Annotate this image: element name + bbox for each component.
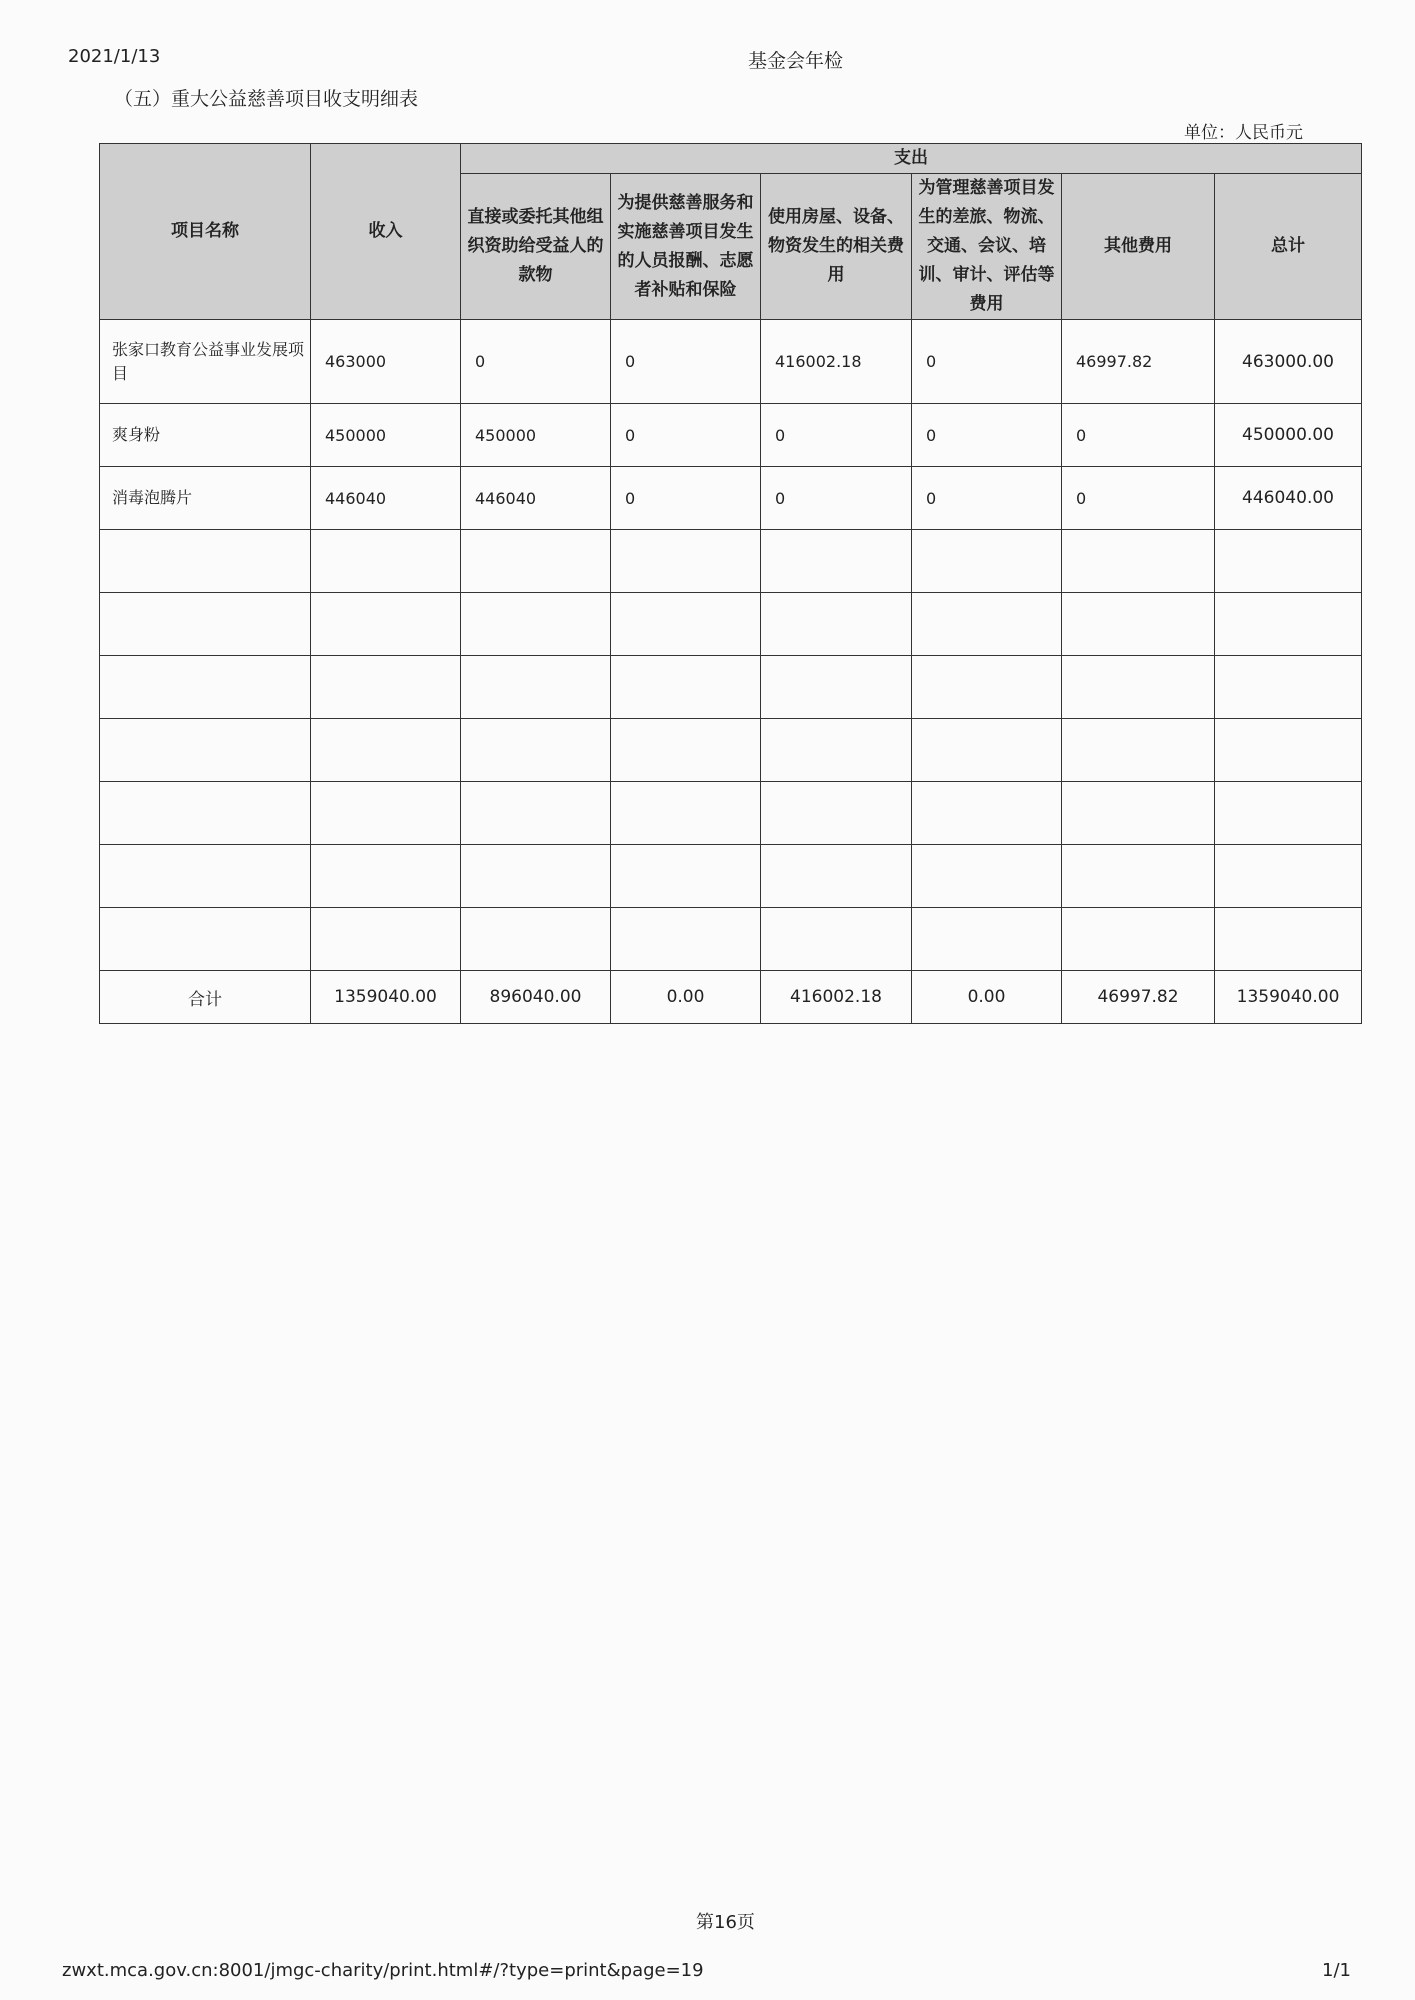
cell-other: 0 [1062, 404, 1215, 467]
empty-cell [461, 908, 611, 971]
empty-cell [1215, 845, 1362, 908]
section-title: （五）重大公益慈善项目收支明细表 [114, 88, 419, 110]
empty-cell [761, 656, 912, 719]
empty-cell [100, 719, 311, 782]
summary-personnel: 0.00 [611, 971, 761, 1024]
empty-cell [1062, 845, 1215, 908]
summary-income: 1359040.00 [311, 971, 461, 1024]
cell-personnel: 0 [611, 467, 761, 530]
header-other: 其他费用 [1062, 174, 1215, 320]
cell-facility: 416002.18 [761, 320, 912, 404]
print-page-count: 1/1 [1322, 1960, 1351, 1981]
empty-cell [1215, 782, 1362, 845]
cell-income: 450000 [311, 404, 461, 467]
empty-cell [611, 908, 761, 971]
header-direct-aid: 直接或委托其他组织资助给受益人的款物 [461, 174, 611, 320]
summary-row [100, 971, 1362, 1024]
empty-cell [1215, 719, 1362, 782]
empty-cell [912, 593, 1062, 656]
empty-cell [912, 656, 1062, 719]
empty-row [100, 593, 1362, 656]
cell-facility: 0 [761, 467, 912, 530]
empty-cell [461, 530, 611, 593]
cell-total: 446040.00 [1215, 467, 1362, 530]
empty-cell [761, 530, 912, 593]
empty-cell [1062, 782, 1215, 845]
cell-project-name: 张家口教育公益事业发展项目 [100, 320, 311, 404]
empty-cell [311, 593, 461, 656]
empty-cell [311, 782, 461, 845]
empty-cell [611, 593, 761, 656]
cell-direct: 450000 [461, 404, 611, 467]
empty-cell [100, 908, 311, 971]
empty-row [100, 908, 1362, 971]
empty-cell [1062, 908, 1215, 971]
empty-cell [1062, 530, 1215, 593]
cell-project-name: 爽身粉 [100, 404, 311, 467]
project-income-expense-table [99, 143, 1362, 1024]
empty-cell [912, 719, 1062, 782]
cell-total: 450000.00 [1215, 404, 1362, 467]
empty-cell [611, 719, 761, 782]
cell-personnel: 0 [611, 320, 761, 404]
header-income: 收入 [311, 144, 461, 320]
empty-cell [1215, 593, 1362, 656]
empty-row [100, 530, 1362, 593]
empty-cell [461, 593, 611, 656]
empty-cell [100, 656, 311, 719]
empty-cell [912, 908, 1062, 971]
cell-income: 446040 [311, 467, 461, 530]
header-management: 为管理慈善项目发生的差旅、物流、交通、会议、培训、审计、评估等费用 [912, 174, 1062, 320]
empty-cell [311, 845, 461, 908]
empty-cell [1215, 908, 1362, 971]
empty-row [100, 719, 1362, 782]
empty-cell [1215, 530, 1362, 593]
empty-cell [912, 530, 1062, 593]
page-number: 第16页 [696, 1912, 755, 1933]
empty-cell [100, 845, 311, 908]
empty-cell [311, 719, 461, 782]
table-row [100, 320, 1362, 404]
cell-facility: 0 [761, 404, 912, 467]
empty-cell [100, 782, 311, 845]
cell-income: 463000 [311, 320, 461, 404]
cell-management: 0 [912, 404, 1062, 467]
cell-direct: 446040 [461, 467, 611, 530]
summary-direct: 896040.00 [461, 971, 611, 1024]
empty-cell [1215, 656, 1362, 719]
currency-unit: 单位：人民币元 [1184, 123, 1303, 143]
empty-cell [461, 782, 611, 845]
empty-cell [761, 719, 912, 782]
summary-label: 合计 [100, 971, 311, 1024]
cell-other: 0 [1062, 467, 1215, 530]
empty-cell [912, 782, 1062, 845]
empty-cell [611, 782, 761, 845]
empty-cell [611, 530, 761, 593]
header-expense-group: 支出 [461, 144, 1362, 174]
cell-other: 46997.82 [1062, 320, 1215, 404]
empty-row [100, 656, 1362, 719]
empty-cell [1062, 719, 1215, 782]
summary-facility: 416002.18 [761, 971, 912, 1024]
empty-cell [1062, 593, 1215, 656]
header-facility: 使用房屋、设备、物资发生的相关费用 [761, 174, 912, 320]
summary-management: 0.00 [912, 971, 1062, 1024]
empty-cell [461, 845, 611, 908]
cell-total: 463000.00 [1215, 320, 1362, 404]
document-header-title: 基金会年检 [748, 50, 844, 72]
empty-cell [100, 593, 311, 656]
empty-cell [1062, 656, 1215, 719]
empty-cell [311, 530, 461, 593]
cell-management: 0 [912, 320, 1062, 404]
empty-cell [611, 656, 761, 719]
header-project-name: 项目名称 [100, 144, 311, 320]
empty-cell [311, 908, 461, 971]
empty-cell [461, 719, 611, 782]
empty-cell [761, 782, 912, 845]
summary-total: 1359040.00 [1215, 971, 1362, 1024]
table-row [100, 404, 1362, 467]
cell-direct: 0 [461, 320, 611, 404]
header-total: 总计 [1215, 174, 1362, 320]
empty-cell [311, 656, 461, 719]
cell-management: 0 [912, 467, 1062, 530]
empty-row [100, 845, 1362, 908]
empty-cell [912, 845, 1062, 908]
empty-row [100, 782, 1362, 845]
cell-project-name: 消毒泡腾片 [100, 467, 311, 530]
header-personnel: 为提供慈善服务和实施慈善项目发生的人员报酬、志愿者补贴和保险 [611, 174, 761, 320]
table-row [100, 467, 1362, 530]
empty-cell [611, 845, 761, 908]
summary-other: 46997.82 [1062, 971, 1215, 1024]
empty-cell [100, 530, 311, 593]
cell-personnel: 0 [611, 404, 761, 467]
empty-cell [761, 908, 912, 971]
print-url: zwxt.mca.gov.cn:8001/jmgc-charity/print.html#/?type=print&page=19 [62, 1960, 704, 1981]
empty-cell [761, 845, 912, 908]
print-date: 2021/1/13 [68, 46, 161, 67]
empty-cell [461, 656, 611, 719]
empty-cell [761, 593, 912, 656]
